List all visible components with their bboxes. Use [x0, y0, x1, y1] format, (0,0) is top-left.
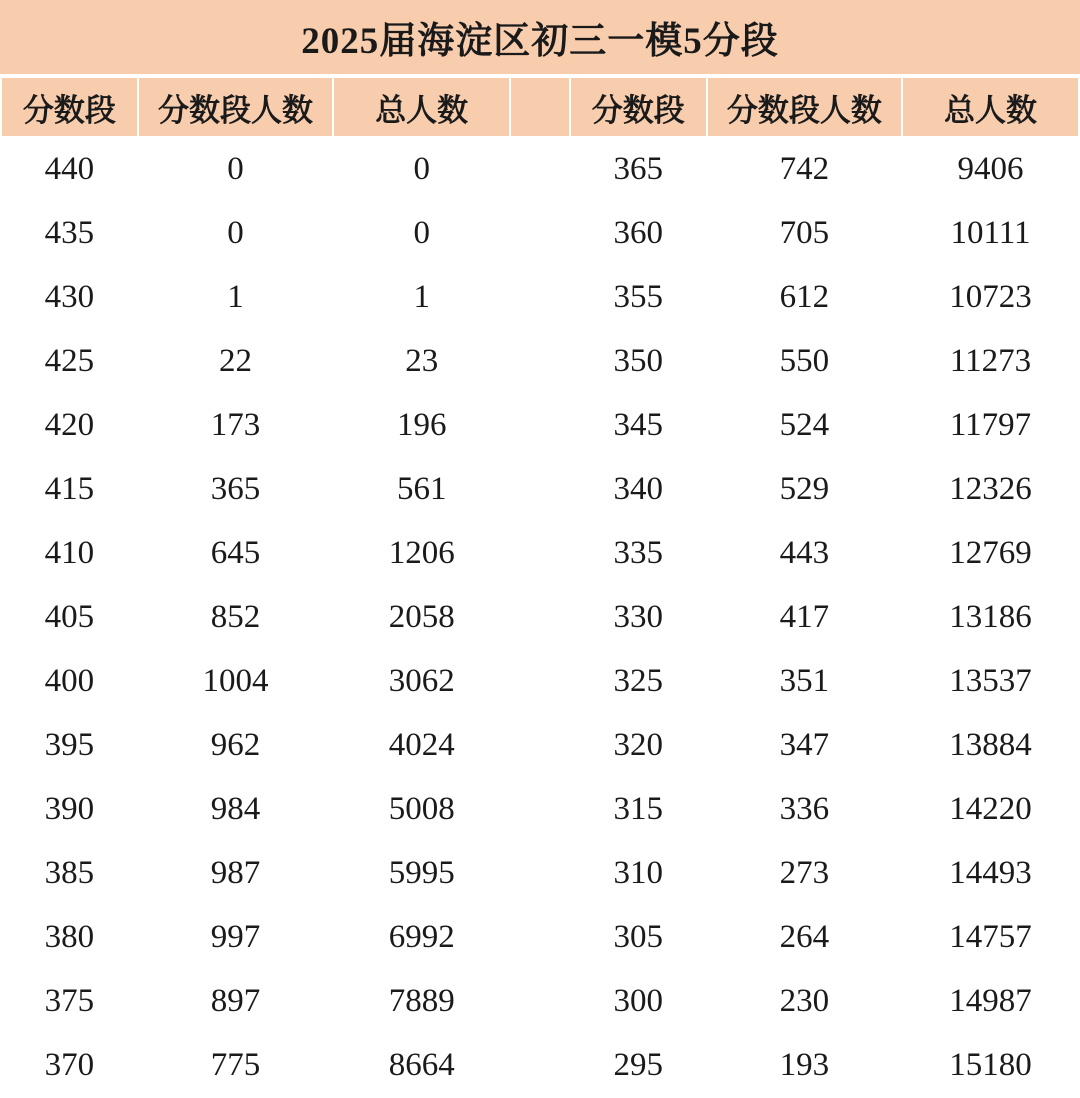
page-title: 2025届海淀区初三一模5分段 — [301, 21, 779, 62]
left-total-cell: 7889 — [333, 969, 510, 1033]
header-total-left: 总人数 — [333, 77, 510, 137]
left-score-cell: 390 — [1, 777, 138, 841]
left-score-cell: 375 — [1, 969, 138, 1033]
table-row — [1, 393, 1079, 457]
left-count-cell: 22 — [138, 329, 333, 393]
left-total-cell: 1206 — [333, 521, 510, 585]
right-count-cell: 351 — [707, 649, 902, 713]
right-score-cell: 320 — [570, 713, 707, 777]
right-total-cell: 11273 — [902, 329, 1079, 393]
right-score-cell: 350 — [570, 329, 707, 393]
left-score-cell: 385 — [1, 841, 138, 905]
right-score-cell: 295 — [570, 1033, 707, 1097]
right-count-cell: 347 — [707, 713, 902, 777]
right-count-cell: 529 — [707, 457, 902, 521]
right-total-cell: 10723 — [902, 265, 1079, 329]
column-gap — [510, 649, 570, 713]
right-count-cell: 742 — [707, 137, 902, 201]
right-score-cell: 310 — [570, 841, 707, 905]
table-row — [1, 137, 1079, 201]
left-score-cell: 425 — [1, 329, 138, 393]
header-count-left: 分数段人数 — [138, 77, 333, 137]
right-count-cell: 612 — [707, 265, 902, 329]
left-count-cell: 897 — [138, 969, 333, 1033]
left-total-cell: 5995 — [333, 841, 510, 905]
table-row — [1, 969, 1079, 1033]
right-total-cell: 13537 — [902, 649, 1079, 713]
left-score-cell: 370 — [1, 1033, 138, 1097]
left-score-cell: 395 — [1, 713, 138, 777]
left-count-cell: 997 — [138, 905, 333, 969]
right-total-cell: 12326 — [902, 457, 1079, 521]
right-count-cell: 273 — [707, 841, 902, 905]
column-gap — [510, 521, 570, 585]
right-total-cell: 14220 — [902, 777, 1079, 841]
left-score-cell: 400 — [1, 649, 138, 713]
right-count-cell: 193 — [707, 1033, 902, 1097]
left-count-cell: 1 — [138, 265, 333, 329]
left-count-cell: 173 — [138, 393, 333, 457]
left-score-cell: 420 — [1, 393, 138, 457]
table-row — [1, 777, 1079, 841]
right-score-cell: 360 — [570, 201, 707, 265]
left-count-cell: 852 — [138, 585, 333, 649]
left-count-cell: 984 — [138, 777, 333, 841]
column-gap-header — [510, 77, 570, 137]
left-count-cell: 365 — [138, 457, 333, 521]
right-total-cell: 13186 — [902, 585, 1079, 649]
right-score-cell: 330 — [570, 585, 707, 649]
header-score-right: 分数段 — [570, 77, 707, 137]
right-count-cell: 264 — [707, 905, 902, 969]
right-total-cell: 12769 — [902, 521, 1079, 585]
left-total-cell: 3062 — [333, 649, 510, 713]
left-count-cell: 645 — [138, 521, 333, 585]
left-total-cell: 6992 — [333, 905, 510, 969]
left-score-cell: 430 — [1, 265, 138, 329]
table-row — [1, 585, 1079, 649]
left-score-cell: 440 — [1, 137, 138, 201]
right-count-cell: 705 — [707, 201, 902, 265]
left-total-cell: 4024 — [333, 713, 510, 777]
right-total-cell: 14757 — [902, 905, 1079, 969]
left-score-cell: 380 — [1, 905, 138, 969]
right-score-cell: 325 — [570, 649, 707, 713]
left-total-cell: 23 — [333, 329, 510, 393]
column-gap — [510, 969, 570, 1033]
table-row — [1, 649, 1079, 713]
right-count-cell: 443 — [707, 521, 902, 585]
score-distribution-table — [0, 76, 1080, 1098]
column-gap — [510, 841, 570, 905]
left-total-cell: 1 — [333, 265, 510, 329]
right-count-cell: 550 — [707, 329, 902, 393]
left-total-cell: 8664 — [333, 1033, 510, 1097]
header-count-right: 分数段人数 — [707, 77, 902, 137]
header-total-right: 总人数 — [902, 77, 1079, 137]
table-row — [1, 265, 1079, 329]
right-score-cell: 355 — [570, 265, 707, 329]
column-gap — [510, 329, 570, 393]
column-gap — [510, 777, 570, 841]
right-total-cell: 14493 — [902, 841, 1079, 905]
column-gap — [510, 201, 570, 265]
left-count-cell: 962 — [138, 713, 333, 777]
left-count-cell: 1004 — [138, 649, 333, 713]
column-gap — [510, 585, 570, 649]
table-row — [1, 905, 1079, 969]
right-total-cell: 15180 — [902, 1033, 1079, 1097]
right-count-cell: 524 — [707, 393, 902, 457]
table-row — [1, 713, 1079, 777]
column-gap — [510, 393, 570, 457]
column-gap — [510, 137, 570, 201]
right-count-cell: 230 — [707, 969, 902, 1033]
column-gap — [510, 713, 570, 777]
table-row — [1, 329, 1079, 393]
left-total-cell: 561 — [333, 457, 510, 521]
left-total-cell: 0 — [333, 137, 510, 201]
right-count-cell: 336 — [707, 777, 902, 841]
table-row — [1, 201, 1079, 265]
column-gap — [510, 905, 570, 969]
left-score-cell: 435 — [1, 201, 138, 265]
column-gap — [510, 265, 570, 329]
right-total-cell: 11797 — [902, 393, 1079, 457]
left-total-cell: 0 — [333, 201, 510, 265]
left-total-cell: 2058 — [333, 585, 510, 649]
table-row — [1, 521, 1079, 585]
right-total-cell: 9406 — [902, 137, 1079, 201]
left-count-cell: 775 — [138, 1033, 333, 1097]
left-score-cell: 405 — [1, 585, 138, 649]
right-score-cell: 305 — [570, 905, 707, 969]
table-header — [1, 77, 1079, 137]
right-total-cell: 10111 — [902, 201, 1079, 265]
column-gap — [510, 457, 570, 521]
left-score-cell: 410 — [1, 521, 138, 585]
header-row — [1, 77, 1079, 137]
table-row — [1, 1033, 1079, 1097]
right-score-cell: 335 — [570, 521, 707, 585]
column-gap — [510, 1033, 570, 1097]
left-count-cell: 0 — [138, 201, 333, 265]
right-score-cell: 340 — [570, 457, 707, 521]
table-body — [1, 137, 1079, 1097]
sheet-title-bar — [0, 0, 1080, 76]
left-total-cell: 196 — [333, 393, 510, 457]
right-score-cell: 315 — [570, 777, 707, 841]
right-score-cell: 365 — [570, 137, 707, 201]
left-total-cell: 5008 — [333, 777, 510, 841]
right-total-cell: 14987 — [902, 969, 1079, 1033]
header-score-left: 分数段 — [1, 77, 138, 137]
right-score-cell: 345 — [570, 393, 707, 457]
right-total-cell: 13884 — [902, 713, 1079, 777]
left-count-cell: 987 — [138, 841, 333, 905]
left-score-cell: 415 — [1, 457, 138, 521]
right-score-cell: 300 — [570, 969, 707, 1033]
table-row — [1, 457, 1079, 521]
right-count-cell: 417 — [707, 585, 902, 649]
left-count-cell: 0 — [138, 137, 333, 201]
table-row — [1, 841, 1079, 905]
